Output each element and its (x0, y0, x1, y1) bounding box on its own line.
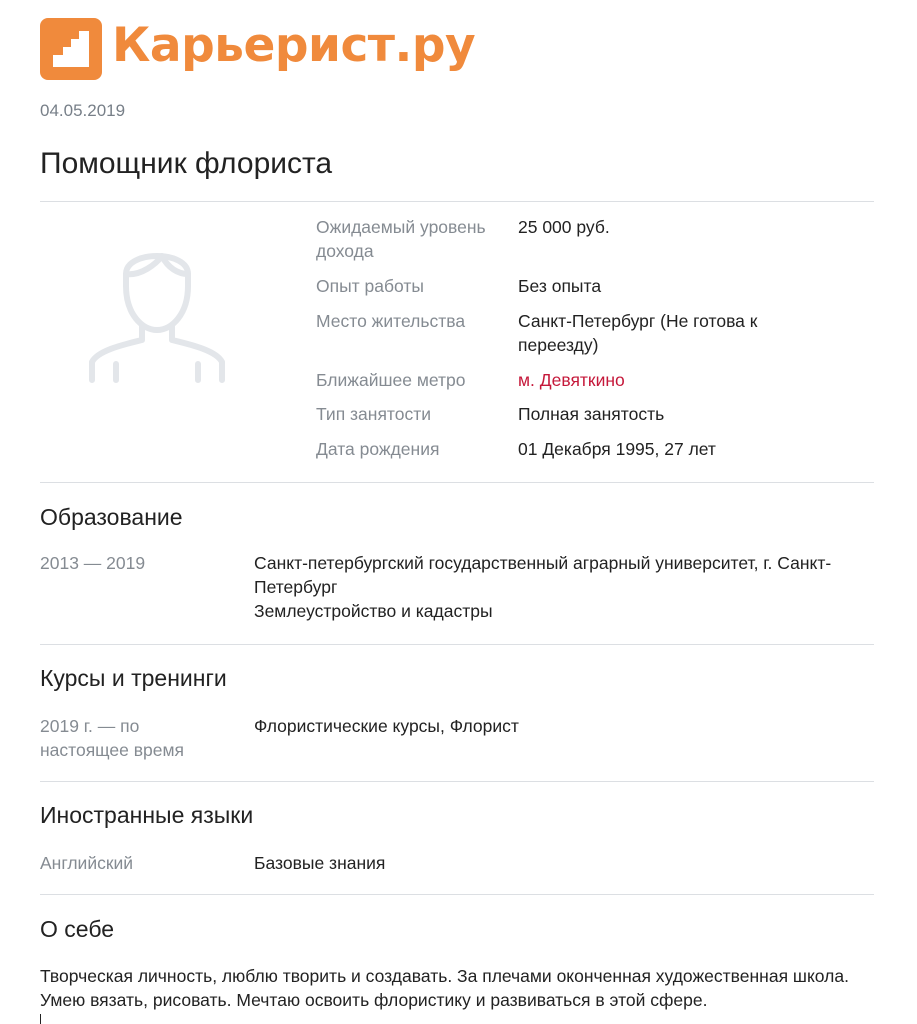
detail-label: Дата рождения (316, 439, 440, 459)
detail-label: Ближайшее метро (316, 370, 466, 390)
education-period: 2013 — 2019 (40, 553, 146, 573)
language-entry (40, 851, 874, 875)
about-text: Творческая личность, люблю творить и создавать. За плечами оконченная художественная школа. Умею вязать, рисовать. Мечтаю освоить флористику и развиваться в этой сфере. (40, 966, 849, 1010)
text-cursor (40, 1014, 41, 1024)
language-level: Базовые знания (254, 853, 386, 873)
detail-row-birthdate (316, 437, 836, 471)
stairs-logo-icon (40, 18, 102, 80)
detail-row-income (316, 215, 836, 274)
divider (40, 644, 874, 645)
detail-row-experience (316, 274, 836, 309)
education-institution: Санкт-петербургский государственный аграрный университет, г. Санкт-Петербург (254, 553, 832, 597)
detail-label: Тип занятости (316, 404, 432, 424)
languages-heading: Иностранные языки (40, 802, 254, 828)
divider (40, 482, 874, 483)
language-name: Английский (40, 853, 134, 873)
detail-value: 01 Декабря 1995, 27 лет (518, 439, 716, 459)
detail-row-employment (316, 402, 836, 437)
detail-value: Санкт-Петербург (Не готова к переезду) (518, 311, 758, 355)
site-logo[interactable] (40, 17, 475, 81)
detail-label: Место жительства (316, 311, 466, 331)
course-entry (40, 714, 874, 762)
courses-heading: Курсы и тренинги (40, 665, 227, 691)
course-name: Флористические курсы, Флорист (254, 716, 519, 736)
education-specialty: Землеустройство и кадастры (254, 601, 493, 621)
detail-value: 25 000 руб. (518, 217, 610, 237)
divider (40, 781, 874, 782)
education-entry (40, 551, 874, 623)
about-heading: О себе (40, 916, 115, 942)
logo-text: Карьерист.ру (112, 18, 476, 73)
detail-row-metro (316, 368, 836, 402)
metro-link[interactable]: м. Девяткино (518, 370, 625, 390)
divider (40, 201, 874, 202)
divider (40, 894, 874, 895)
education-info (254, 551, 854, 623)
education-heading: Образование (40, 504, 183, 530)
resume-details (316, 215, 836, 471)
detail-label: Опыт работы (316, 276, 424, 296)
course-period: 2019 г. — по настоящее время (40, 716, 184, 760)
detail-value: Без опыта (518, 276, 602, 296)
resume-title: Помощник флориста (40, 147, 333, 180)
detail-value: Полная занятость (518, 404, 665, 424)
avatar-placeholder-icon (86, 234, 228, 384)
detail-row-residence (316, 309, 836, 368)
resume-date: 04.05.2019 (40, 101, 126, 120)
detail-label: Ожидаемый уровень дохода (316, 217, 486, 261)
